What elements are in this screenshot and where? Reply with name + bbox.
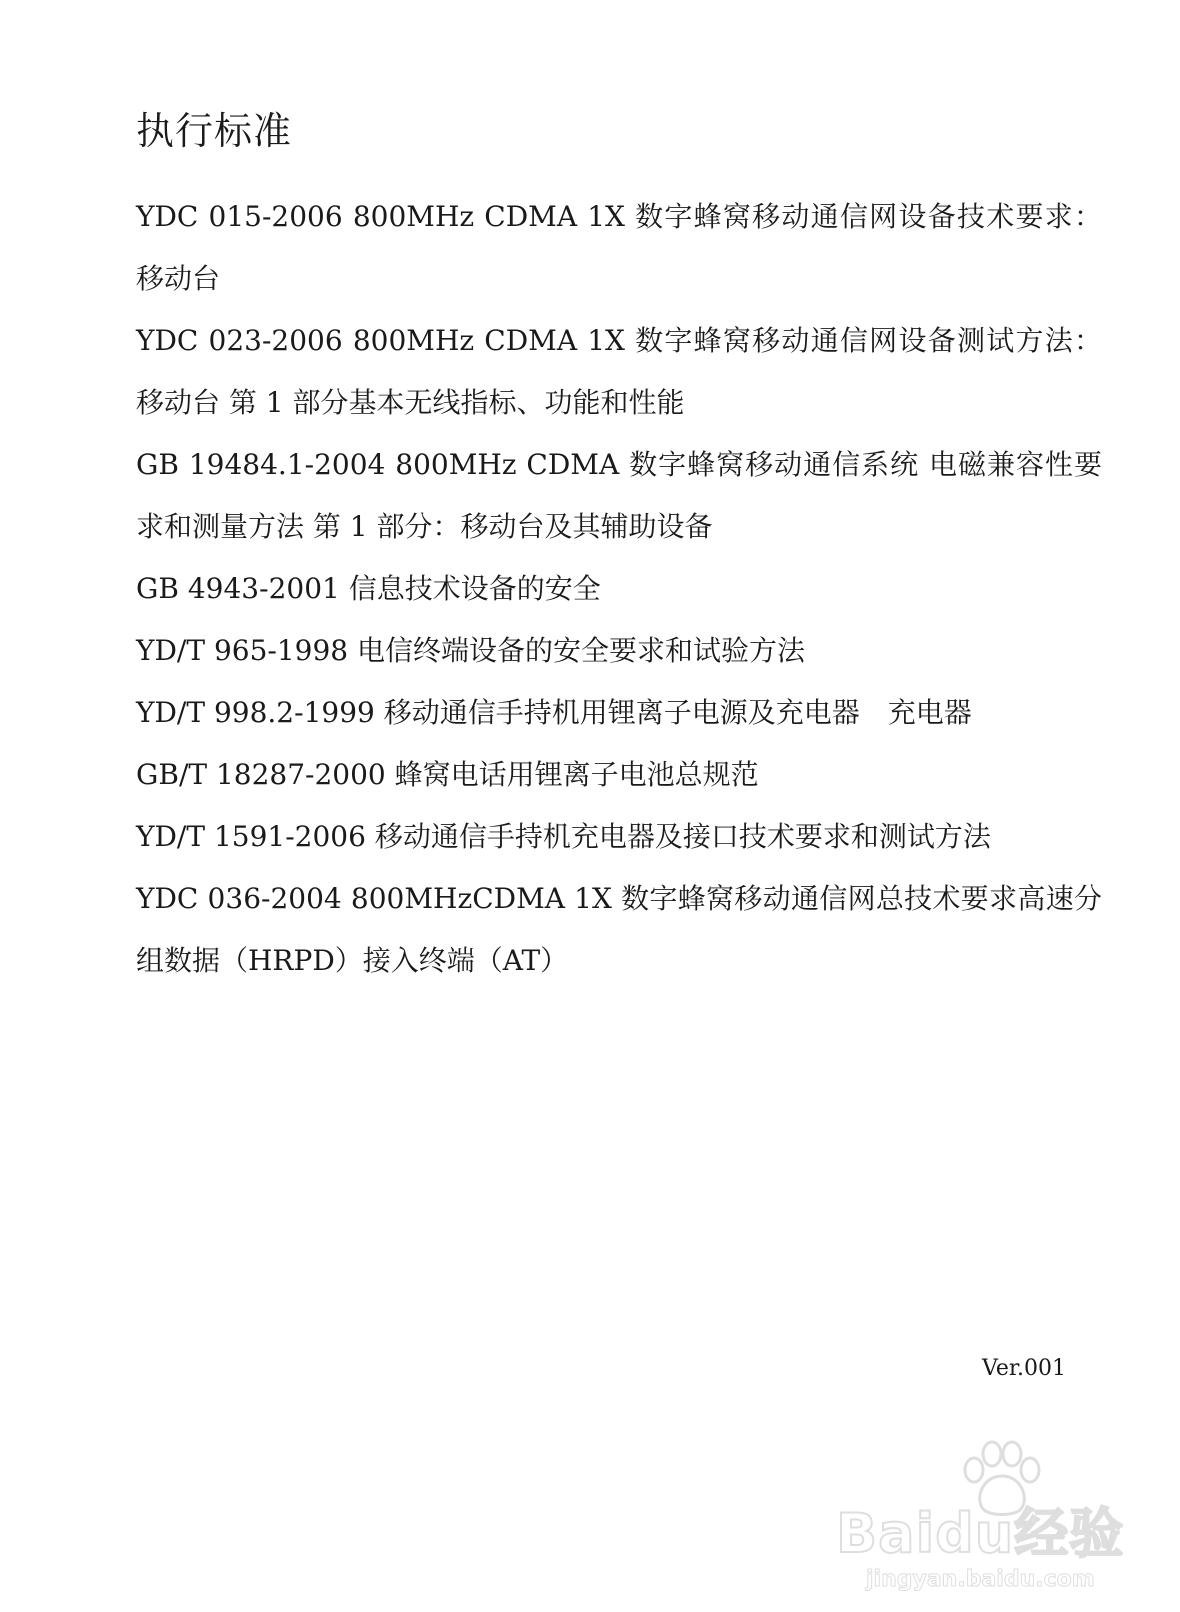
standard-item: YDC 036-2004 800MHzCDMA 1X 数字蜂窝移动通信网总技术要求高速分组数据（HRPD）接入终端（AT）	[136, 882, 1102, 977]
standards-list	[136, 186, 1102, 992]
standard-item: YDC 015-2006 800MHz CDMA 1X 数字蜂窝移动通信网设备技术要求：移动台	[136, 200, 1102, 295]
standard-item: GB/T 18287-2000 蜂窝电话用锂离子电池总规范	[136, 758, 759, 791]
watermark-url: jingyan.baidu.com	[866, 1567, 1095, 1592]
standard-item: YDC 023-2006 800MHz CDMA 1X 数字蜂窝移动通信网设备测试方法：移动台 第 1 部分基本无线指标、功能和性能	[136, 324, 1102, 419]
version-label: Ver.001	[982, 1356, 1066, 1381]
standard-item: YD/T 998.2-1999 移动通信手持机用锂离子电源及充电器 充电器	[136, 696, 972, 729]
standard-item: YD/T 965-1998 电信终端设备的安全要求和试验方法	[136, 634, 806, 667]
baidu-watermark	[836, 1440, 1136, 1590]
watermark-brand: Baidu经验	[836, 1502, 1125, 1565]
standard-item: YD/T 1591-2006 移动通信手持机充电器及接口技术要求和测试方法	[136, 820, 991, 853]
standard-item: GB 19484.1-2004 800MHz CDMA 数字蜂窝移动通信系统 电磁兼容性要求和测量方法 第 1 部分：移动台及其辅助设备	[136, 448, 1102, 543]
standard-item: GB 4943-2001 信息技术设备的安全	[136, 572, 601, 605]
page-title: 执行标准	[136, 109, 293, 153]
